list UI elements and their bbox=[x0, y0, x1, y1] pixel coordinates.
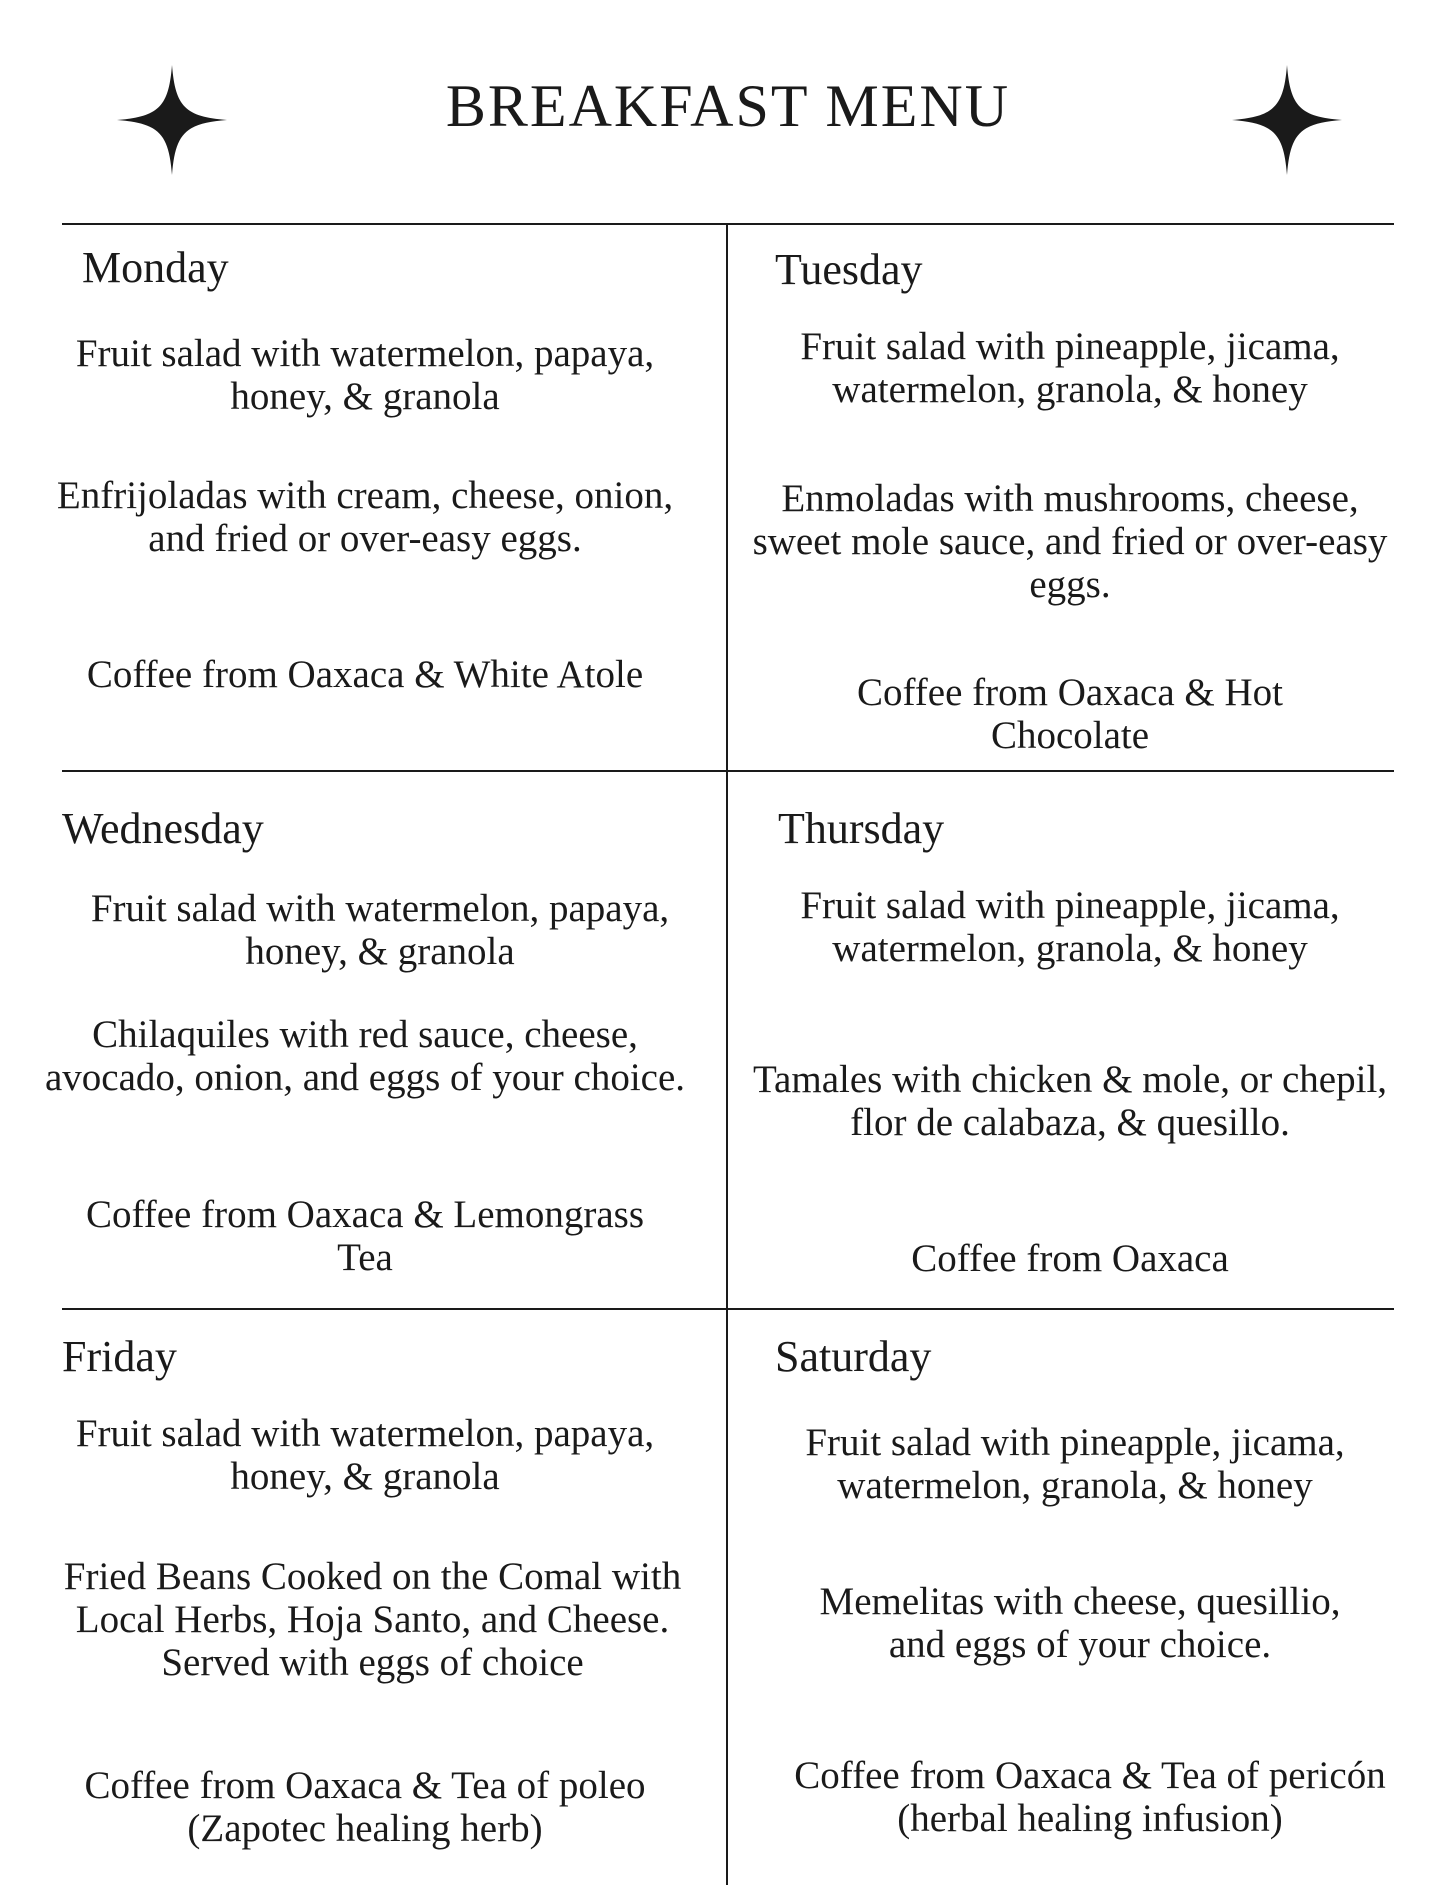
saturday-main-item: Memelitas with cheese, quesillio, and eggs of your choice. bbox=[819, 1580, 1341, 1666]
saturday-drink-item: Coffee from Oaxaca & Tea of pericón (herbal healing infusion) bbox=[794, 1754, 1386, 1840]
day-heading-wednesday: Wednesday bbox=[62, 804, 264, 853]
day-heading-saturday: Saturday bbox=[775, 1332, 932, 1381]
wednesday-drink-item: Coffee from Oaxaca & Lemongrass Tea bbox=[85, 1193, 645, 1279]
divider-center bbox=[726, 224, 728, 1885]
thursday-fruit-item: Fruit salad with pineapple, jicama, watermelon, granola, & honey bbox=[800, 884, 1340, 970]
monday-main-item: Enfrijoladas with cream, cheese, onion, and fried or over-easy eggs. bbox=[56, 474, 674, 560]
wednesday-fruit-item: Fruit salad with watermelon, papaya, honey, & granola bbox=[90, 887, 670, 973]
sparkle-star-icon bbox=[117, 65, 227, 175]
thursday-main-item: Tamales with chicken & mole, or chepil, flor de calabaza, & quesillo. bbox=[752, 1058, 1388, 1144]
day-heading-friday: Friday bbox=[62, 1332, 177, 1381]
thursday-drink-item: Coffee from Oaxaca bbox=[911, 1237, 1229, 1280]
day-heading-tuesday: Tuesday bbox=[775, 245, 923, 294]
menu-title: BREAKFAST MENU bbox=[445, 73, 1011, 139]
divider-row-2 bbox=[62, 1308, 1394, 1310]
friday-fruit-item: Fruit salad with watermelon, papaya, honey, & granola bbox=[75, 1412, 655, 1498]
wednesday-main-item: Chilaquiles with red sauce, cheese, avocado, onion, and eggs of your choice. bbox=[44, 1013, 686, 1099]
saturday-fruit-item: Fruit salad with pineapple, jicama, watermelon, granola, & honey bbox=[805, 1421, 1345, 1507]
friday-main-item: Fried Beans Cooked on the Comal with Local Herbs, Hoja Santo, and Cheese. Served with eggs of choice bbox=[63, 1555, 682, 1684]
monday-drink-item: Coffee from Oaxaca & White Atole bbox=[86, 653, 644, 696]
tuesday-fruit-item: Fruit salad with pineapple, jicama, watermelon, granola, & honey bbox=[800, 325, 1340, 411]
monday-fruit-item: Fruit salad with watermelon, papaya, honey, & granola bbox=[75, 332, 655, 418]
friday-drink-item: Coffee from Oaxaca & Tea of poleo (Zapotec healing herb) bbox=[84, 1764, 646, 1850]
divider-top bbox=[62, 223, 1394, 225]
sparkle-star-icon bbox=[1232, 65, 1342, 175]
tuesday-drink-item: Coffee from Oaxaca & Hot Chocolate bbox=[857, 671, 1283, 757]
tuesday-main-item: Enmoladas with mushrooms, cheese, sweet mole sauce, and fried or over-easy eggs. bbox=[752, 477, 1388, 606]
day-heading-thursday: Thursday bbox=[778, 804, 945, 853]
divider-row-1 bbox=[62, 770, 1394, 772]
day-heading-monday: Monday bbox=[82, 243, 229, 292]
